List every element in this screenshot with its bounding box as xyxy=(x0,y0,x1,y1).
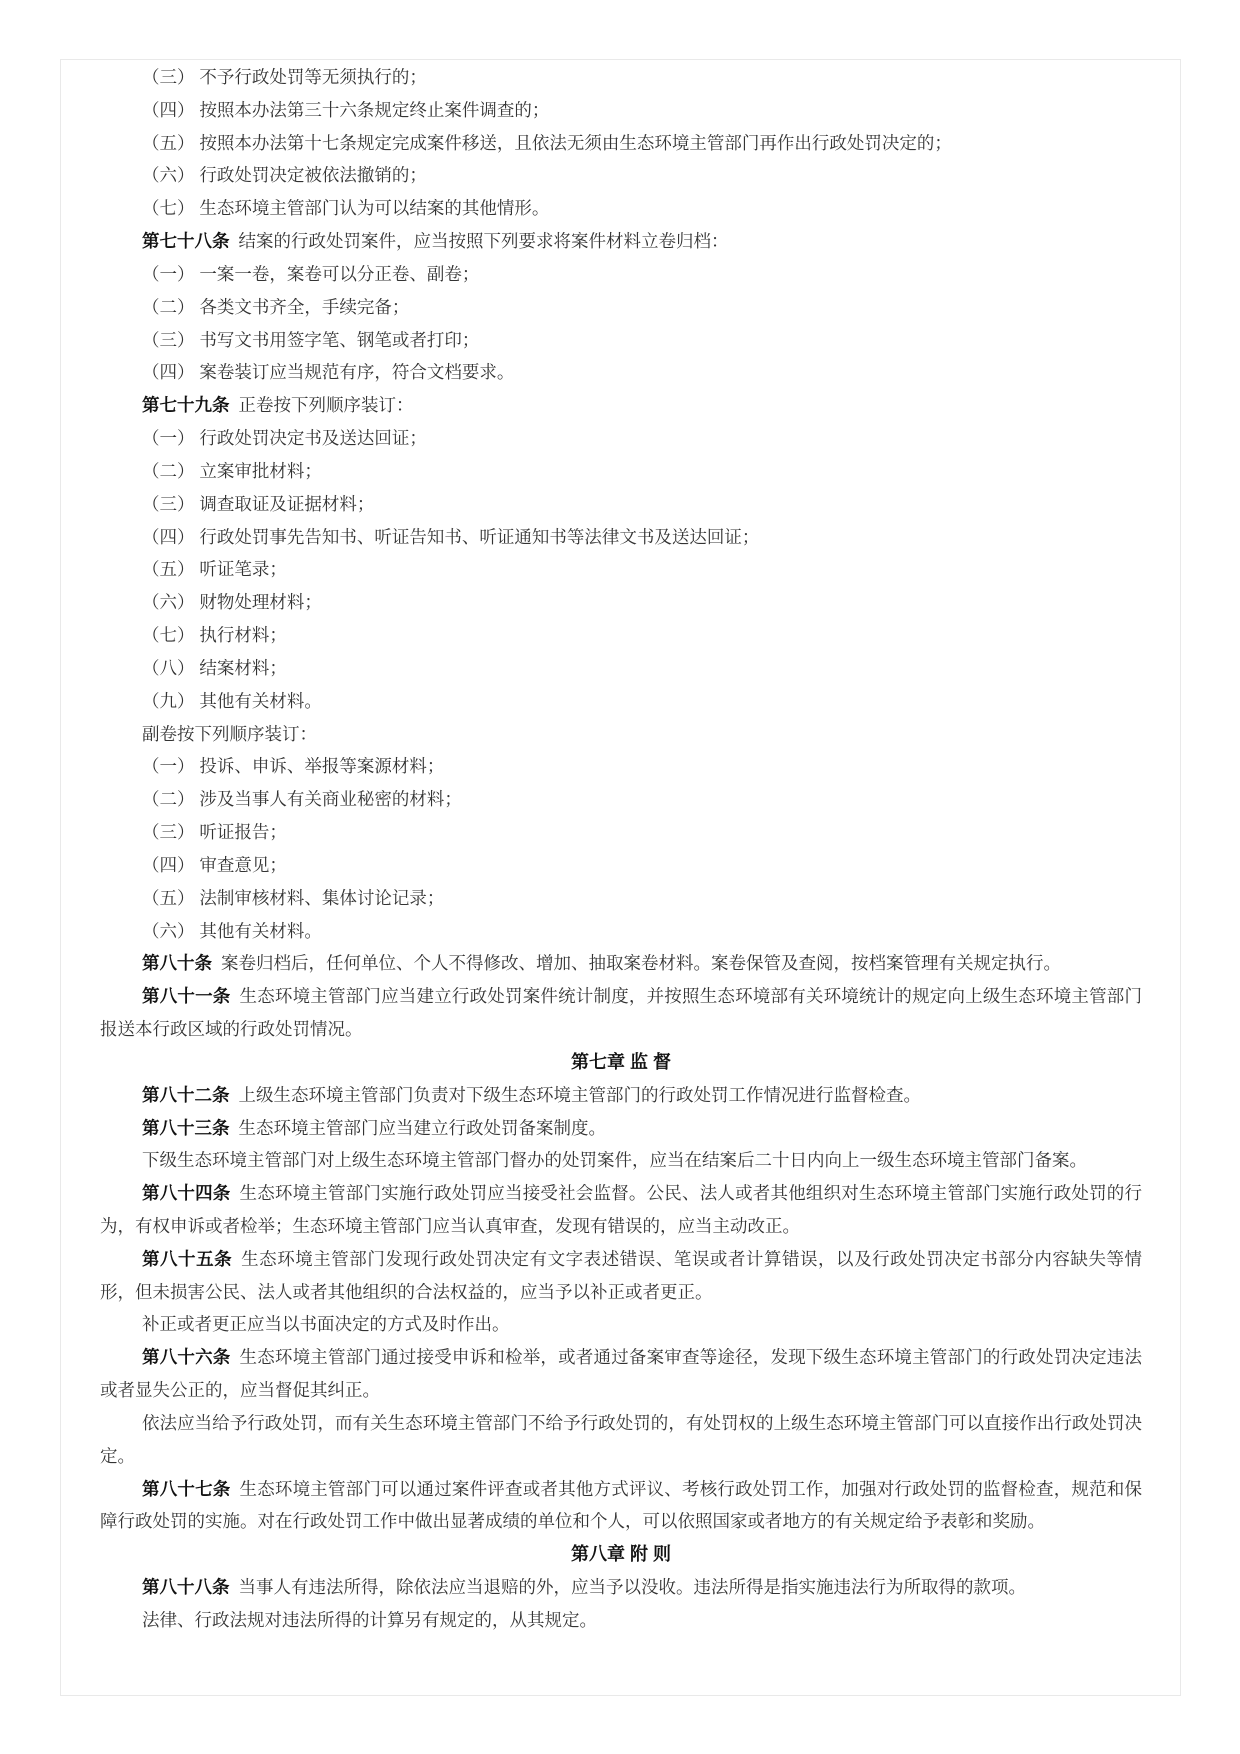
article-paragraph xyxy=(100,1177,1142,1243)
article-number: 第八十七条 xyxy=(142,1478,231,1499)
body-paragraph: 副卷按下列顺序装订： xyxy=(142,723,317,744)
list-item-paragraph: （三） 调查取证及证据材料； xyxy=(142,493,375,514)
article-number: 第八十条 xyxy=(142,953,212,974)
list-item-paragraph: （四） 案卷装订应当规范有序，符合文档要求。 xyxy=(142,362,515,383)
list-item-paragraph: （九） 其他有关材料。 xyxy=(142,690,322,711)
list-item-paragraph: （八） 结案材料； xyxy=(142,657,287,678)
article-paragraph xyxy=(100,225,1142,258)
document-body xyxy=(100,61,1142,1637)
list-item-paragraph: （三） 不予行政处罚等无须执行的； xyxy=(142,67,427,87)
list-item-paragraph: （二） 涉及当事人有关商业秘密的材料； xyxy=(142,789,462,810)
article-number: 第八十三条 xyxy=(142,1117,230,1138)
body-paragraph: 法律、行政法规对违法所得的计算另有规定的，从其规定。 xyxy=(142,1609,597,1630)
article-paragraph xyxy=(100,1079,1142,1112)
article-paragraph xyxy=(100,389,1142,422)
list-item-paragraph: （七） 执行材料； xyxy=(142,625,287,646)
article-number: 第八十五条 xyxy=(142,1248,233,1269)
list-item-paragraph: （四） 行政处罚事先告知书、听证告知书、听证通知书等法律文书及送达回证； xyxy=(142,526,760,547)
article-number: 第八十六条 xyxy=(142,1347,231,1368)
list-item-paragraph: （七） 生态环境主管部门认为可以结案的其他情形。 xyxy=(142,198,550,219)
list-item-paragraph: （四） 按照本办法第三十六条规定终止案件调查的； xyxy=(142,99,550,120)
article-text: 生态环境主管部门应当建立行政处罚备案制度。 xyxy=(238,1117,606,1138)
article-text: 当事人有违法所得，除依法应当退赔的外，应当予以没收。违法所得是指实施违法行为所取得的款项。 xyxy=(238,1577,1026,1598)
body-paragraph: 补正或者更正应当以书面决定的方式及时作出。 xyxy=(142,1314,510,1335)
article-paragraph xyxy=(100,1341,1142,1407)
list-item-paragraph: （六） 财物处理材料； xyxy=(142,592,322,613)
article-paragraph xyxy=(100,1243,1142,1309)
list-item-paragraph: （四） 审查意见； xyxy=(142,854,287,875)
list-item-paragraph: （一） 投诉、申诉、举报等案源材料； xyxy=(142,756,445,777)
article-number: 第七十九条 xyxy=(142,395,230,416)
article-paragraph xyxy=(100,980,1142,1046)
list-item-paragraph: （一） 一案一卷，案卷可以分正卷、副卷； xyxy=(142,263,480,284)
article-paragraph xyxy=(100,947,1142,980)
list-item-paragraph: （五） 按照本办法第十七条规定完成案件移送，且依法无须由生态环境主管部门再作出行政处罚决定的； xyxy=(142,132,952,153)
article-text: 生态环境主管部门通过接受申诉和检举，或者通过备案审查等途径，发现下级生态环境主管部门的行政处罚决定违法或者显失公正的，应当督促其纠正。 xyxy=(100,1347,1142,1401)
article-text: 生态环境主管部门发现行政处罚决定有文字表述错误、笔误或者计算错误，以及行政处罚决定书部分内容缺失等情形，但未损害公民、法人或者其他组织的合法权益的，应当予以补正或者更正。 xyxy=(100,1248,1142,1302)
list-item-paragraph: （六） 其他有关材料。 xyxy=(142,920,322,941)
article-text: 上级生态环境主管部门负责对下级生态环境主管部门的行政处罚工作情况进行监督检查。 xyxy=(238,1084,921,1105)
chapter-heading: 第八章 附 则 xyxy=(570,1544,671,1565)
article-number: 第八十二条 xyxy=(142,1084,230,1105)
list-item-paragraph: （一） 行政处罚决定书及送达回证； xyxy=(142,428,427,449)
article-text: 结案的行政处罚案件，应当按照下列要求将案件材料立卷归档： xyxy=(238,231,729,252)
list-item-paragraph: （六） 行政处罚决定被依法撤销的； xyxy=(142,165,427,186)
article-paragraph xyxy=(100,1571,1142,1604)
list-item-paragraph: （五） 听证笔录； xyxy=(142,559,287,580)
list-item-paragraph: （二） 立案审批材料； xyxy=(142,460,322,481)
article-paragraph xyxy=(100,1473,1142,1539)
article-text: 生态环境主管部门实施行政处罚应当接受社会监督。公民、法人或者其他组织对生态环境主管部门实施行政处罚的行为，有权申诉或者检举；生态环境主管部门应当认真审查，发现有错误的，应当主动改正。 xyxy=(100,1183,1142,1236)
article-text: 生态环境主管部门可以通过案件评查或者其他方式评议、考核行政处罚工作，加强对行政处罚的监督检查，规范和保障行政处罚的实施。对在行政处罚工作中做出显著成绩的单位和个人，可以依照国家或者地方的有关规定给予表彰和奖励。 xyxy=(100,1478,1142,1532)
article-text: 案卷归档后，任何单位、个人不得修改、增加、抽取案卷材料。案卷保管及查阅，按档案管理有关规定执行。 xyxy=(221,953,1061,974)
article-paragraph xyxy=(100,1112,1142,1145)
article-text: 正卷按下列顺序装订： xyxy=(238,395,414,416)
article-number: 第八十一条 xyxy=(142,986,231,1007)
list-item-paragraph: （五） 法制审核材料、集体讨论记录； xyxy=(142,887,445,908)
list-item-paragraph: （三） 书写文书用签字笔、钢笔或者打印； xyxy=(142,329,480,350)
article-number: 第八十八条 xyxy=(142,1577,230,1598)
article-number: 第八十四条 xyxy=(142,1183,231,1204)
article-text: 生态环境主管部门应当建立行政处罚案件统计制度，并按照生态环境部有关环境统计的规定向上级生态环境主管部门报送本行政区域的行政处罚情况。 xyxy=(100,986,1142,1040)
body-paragraph: 下级生态环境主管部门对上级生态环境主管部门督办的处罚案件，应当在结案后二十日内向上一级生态环境主管部门备案。 xyxy=(142,1150,1087,1171)
list-item-paragraph: （三） 听证报告； xyxy=(142,822,287,843)
chapter-heading: 第七章 监 督 xyxy=(570,1051,671,1072)
body-paragraph: 依法应当给予行政处罚，而有关生态环境主管部门不给予行政处罚的，有处罚权的上级生态环境主管部门可以直接作出行政处罚决定。 xyxy=(100,1412,1142,1466)
article-number: 第七十八条 xyxy=(142,231,230,252)
document-page xyxy=(60,59,1181,1696)
list-item-paragraph: （二） 各类文书齐全，手续完备； xyxy=(142,296,410,317)
